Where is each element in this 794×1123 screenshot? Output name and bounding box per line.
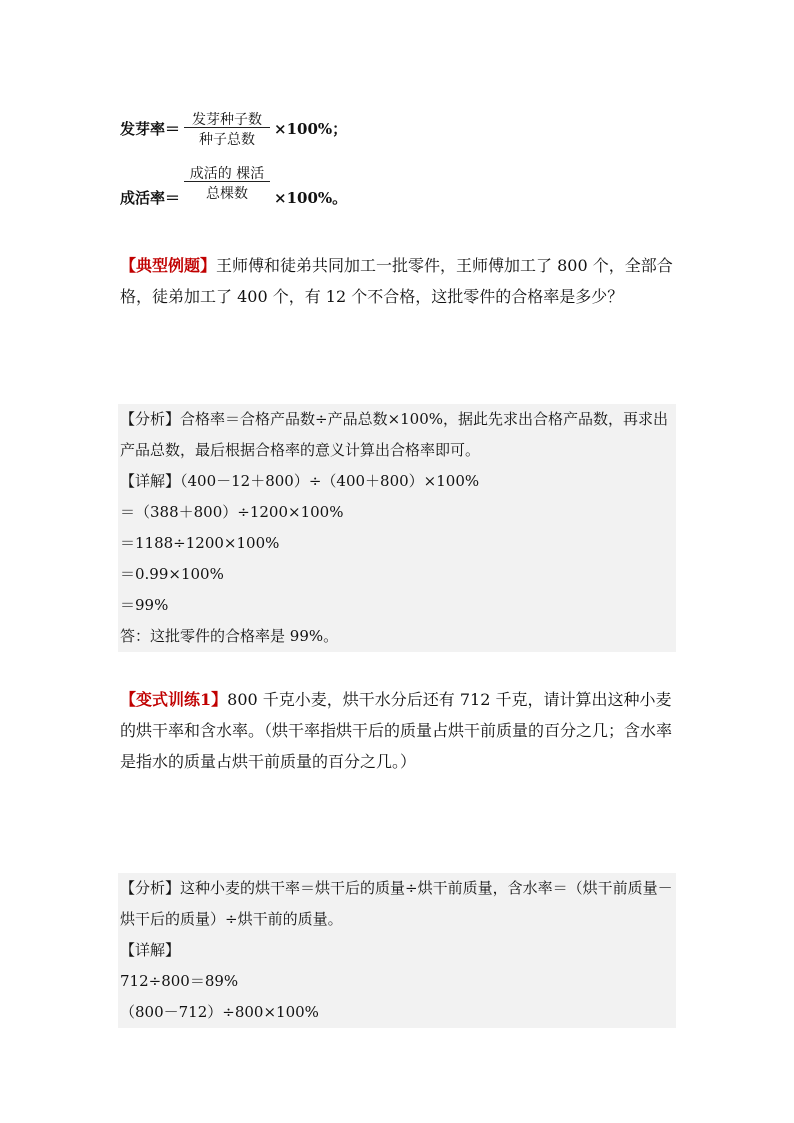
example-problem <box>120 250 676 312</box>
analysis-text: 【分析】合格率＝合格产品数÷产品总数×100%，据此先求出合格产品数，再求出产品总数，最后根据合格率的意义计算出合格率即可。 <box>120 410 669 459</box>
solution-step: ＝（388＋800）÷1200×100% <box>120 503 344 521</box>
answer-text: 答：这批零件的合格率是 99%。 <box>120 627 339 645</box>
solution-step: ＝0.99×100% <box>120 565 224 583</box>
exercise-text: 800 千克小麦，烘干水分后还有 712 千克，请计算出这种小麦的烘干率和含水率。（烘干率指烘干后的质量占烘干前质量的百分之几；含水率是指水的质量占烘干前质量的百分之几。） <box>120 690 673 771</box>
formula-label: 成活率＝ <box>120 189 181 207</box>
fraction-numerator: 发芽种子数 <box>192 112 262 128</box>
fraction-bar <box>184 181 270 182</box>
solution-step: 【详解】（400－12＋800）÷（400＋800）×100% <box>120 472 480 490</box>
example-text: 王师傅和徒弟共同加工一批零件，王师傅加工了 800 个，全部合格，徒弟加工了 400 个，有 12 个不合格，这批零件的合格率是多少？ <box>120 256 673 306</box>
formula-tail: ×100%； <box>274 120 348 138</box>
formula-label: 发芽率＝ <box>120 120 181 138</box>
exercise-problem <box>120 684 676 777</box>
exercise-tag: 【变式训练1】 <box>120 690 228 709</box>
fraction-denominator: 总棵数 <box>206 186 248 202</box>
solution-step: 712÷800＝89% <box>120 972 239 990</box>
example-tag: 【典型例题】 <box>120 256 217 275</box>
fraction-denominator: 种子总数 <box>199 132 255 148</box>
fraction-numerator: 成活的 棵活 <box>189 166 265 182</box>
solution-step: （800－712）÷800×100% <box>120 1003 319 1021</box>
solution-box-2 <box>118 873 676 1028</box>
fraction-bar <box>184 127 270 128</box>
solution-box-1 <box>118 404 676 652</box>
solution-step: ＝1188÷1200×100% <box>120 534 280 552</box>
solution-step: 【详解】 <box>120 941 181 959</box>
analysis-text: 【分析】这种小麦的烘干率＝烘干后的质量÷烘干前质量，含水率＝（烘干前质量－烘干后的质量）÷烘干前的质量。 <box>120 879 673 928</box>
solution-step: ＝99% <box>120 596 169 614</box>
formula-tail: ×100%。 <box>274 189 348 207</box>
